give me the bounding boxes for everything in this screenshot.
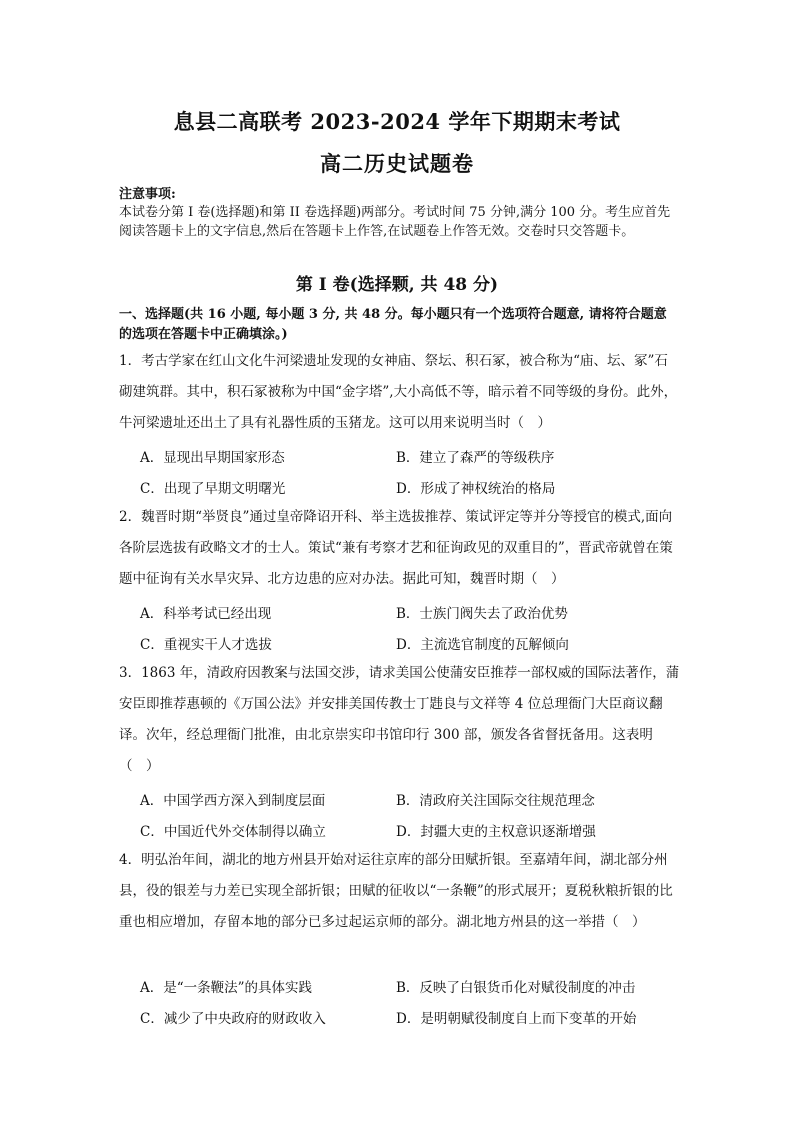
section-title: 第 I 卷(选择颗, 共 48 分): [295, 275, 499, 295]
question-2-options: [140, 602, 680, 664]
question-1-options: [140, 446, 680, 508]
question-4-stem: 4．明弘治年间，湖北的地方州县开始对运往京库的部分田赋折银。至嘉靖年间，湖北部分州县，役的银差与力差已实现全部折银；田赋的征收以“一条鞭”的形式展开；夏税秋粮折银的比重也相应增加，存留本地的部分已多过起运京师的部分。湖北地方州县的这一举措（ ）: [119, 852, 673, 930]
option-d[interactable]: D．封疆大吏的主权意识逐渐增强: [396, 824, 596, 840]
option-b[interactable]: B．士族门阀失去了政治优势: [396, 606, 568, 622]
exam-subtitle: 高二历史试题卷: [320, 151, 474, 176]
notice-body: 本试卷分第 I 卷(选择题)和第 II 卷选择题)两部分。考试时间 75 分钟,满分 100 分。考生应首先阅读答题卡上的文字信息,然后在答题卡上作答,在试题卷上作答无效。交卷时只交答题卡。: [119, 205, 671, 239]
option-d[interactable]: D．是明朝赋役制度自上而下变革的开始: [396, 1011, 637, 1027]
notice-heading: 注意事项:: [119, 187, 176, 202]
question-2-stem: 2．魏晋时期“举贤良”通过皇帝降诏开科、举主选拔推荐、策试评定等并分等授官的模式,面向各阶层选拔有政略文才的士人。策试“兼有考察才艺和征询政见的双重目的”，晋武帝就曾在策题中征询有关水旱灾异、北方边患的应对办法。据此可知，魏晋时期（ ）: [119, 509, 673, 587]
option-d[interactable]: D．形成了神权统治的格局: [396, 481, 556, 497]
option-a[interactable]: A．是“一条鞭法”的具体实践: [140, 980, 313, 996]
option-a[interactable]: A．中国学西方深入到制度层面: [140, 793, 326, 809]
question-4-options: [140, 976, 680, 1038]
option-c[interactable]: C．中国近代外交体制得以确立: [140, 824, 326, 840]
option-a[interactable]: A．显现出早期国家形态: [140, 450, 285, 466]
option-b[interactable]: B．清政府关注国际交往规范理念: [396, 793, 595, 809]
option-c[interactable]: C．出现了早期文明曙光: [140, 481, 286, 497]
question-3-options: [140, 789, 680, 851]
question-3-stem: 3．1863 年，清政府因教案与法国交涉，请求美国公使蒲安臣推荐一部权威的国际法著作，蒲安臣即推荐惠顿的《万国公法》并安排美国传教士丁韪良与文祥等 4 位总理衙门大臣商议翻译。次年，经总理衙门批准，由北京崇实印书馆印行 300 部，颁发各省督抚备用。这表明（ ）: [119, 665, 680, 774]
option-a[interactable]: A．科举考试已经出现: [140, 606, 272, 622]
option-c[interactable]: C．减少了中央政府的财政收入: [140, 1011, 326, 1027]
section-instruction: 一、选择题(共 16 小题, 每小题 3 分, 共 48 分。每小题只有一个选项符合题意, 请将符合题意的选项在答题卡中正确填涂。): [119, 307, 667, 342]
option-c[interactable]: C．重视实干人才选拔: [140, 637, 272, 653]
option-d[interactable]: D．主流选官制度的瓦解倾向: [396, 637, 569, 653]
option-b[interactable]: B．建立了森严的等级秩序: [396, 450, 555, 466]
question-1-stem: 1．考古学家在红山文化牛河梁遗址发现的女神庙、祭坛、积石冢，被合称为“庙、坛、冢”石砌建筑群。其中，积石冢被称为中国“金字塔”,大小高低不等，暗示着不同等级的身份。此外，牛河梁遗址还出土了具有礼器性质的玉猪龙。这可以用来说明当时（ ）: [119, 353, 678, 431]
option-b[interactable]: B．反映了白银货币化对赋役制度的冲击: [396, 980, 636, 996]
exam-title: 息县二高联考 2023-2024 学年下期期末考试: [173, 109, 621, 134]
